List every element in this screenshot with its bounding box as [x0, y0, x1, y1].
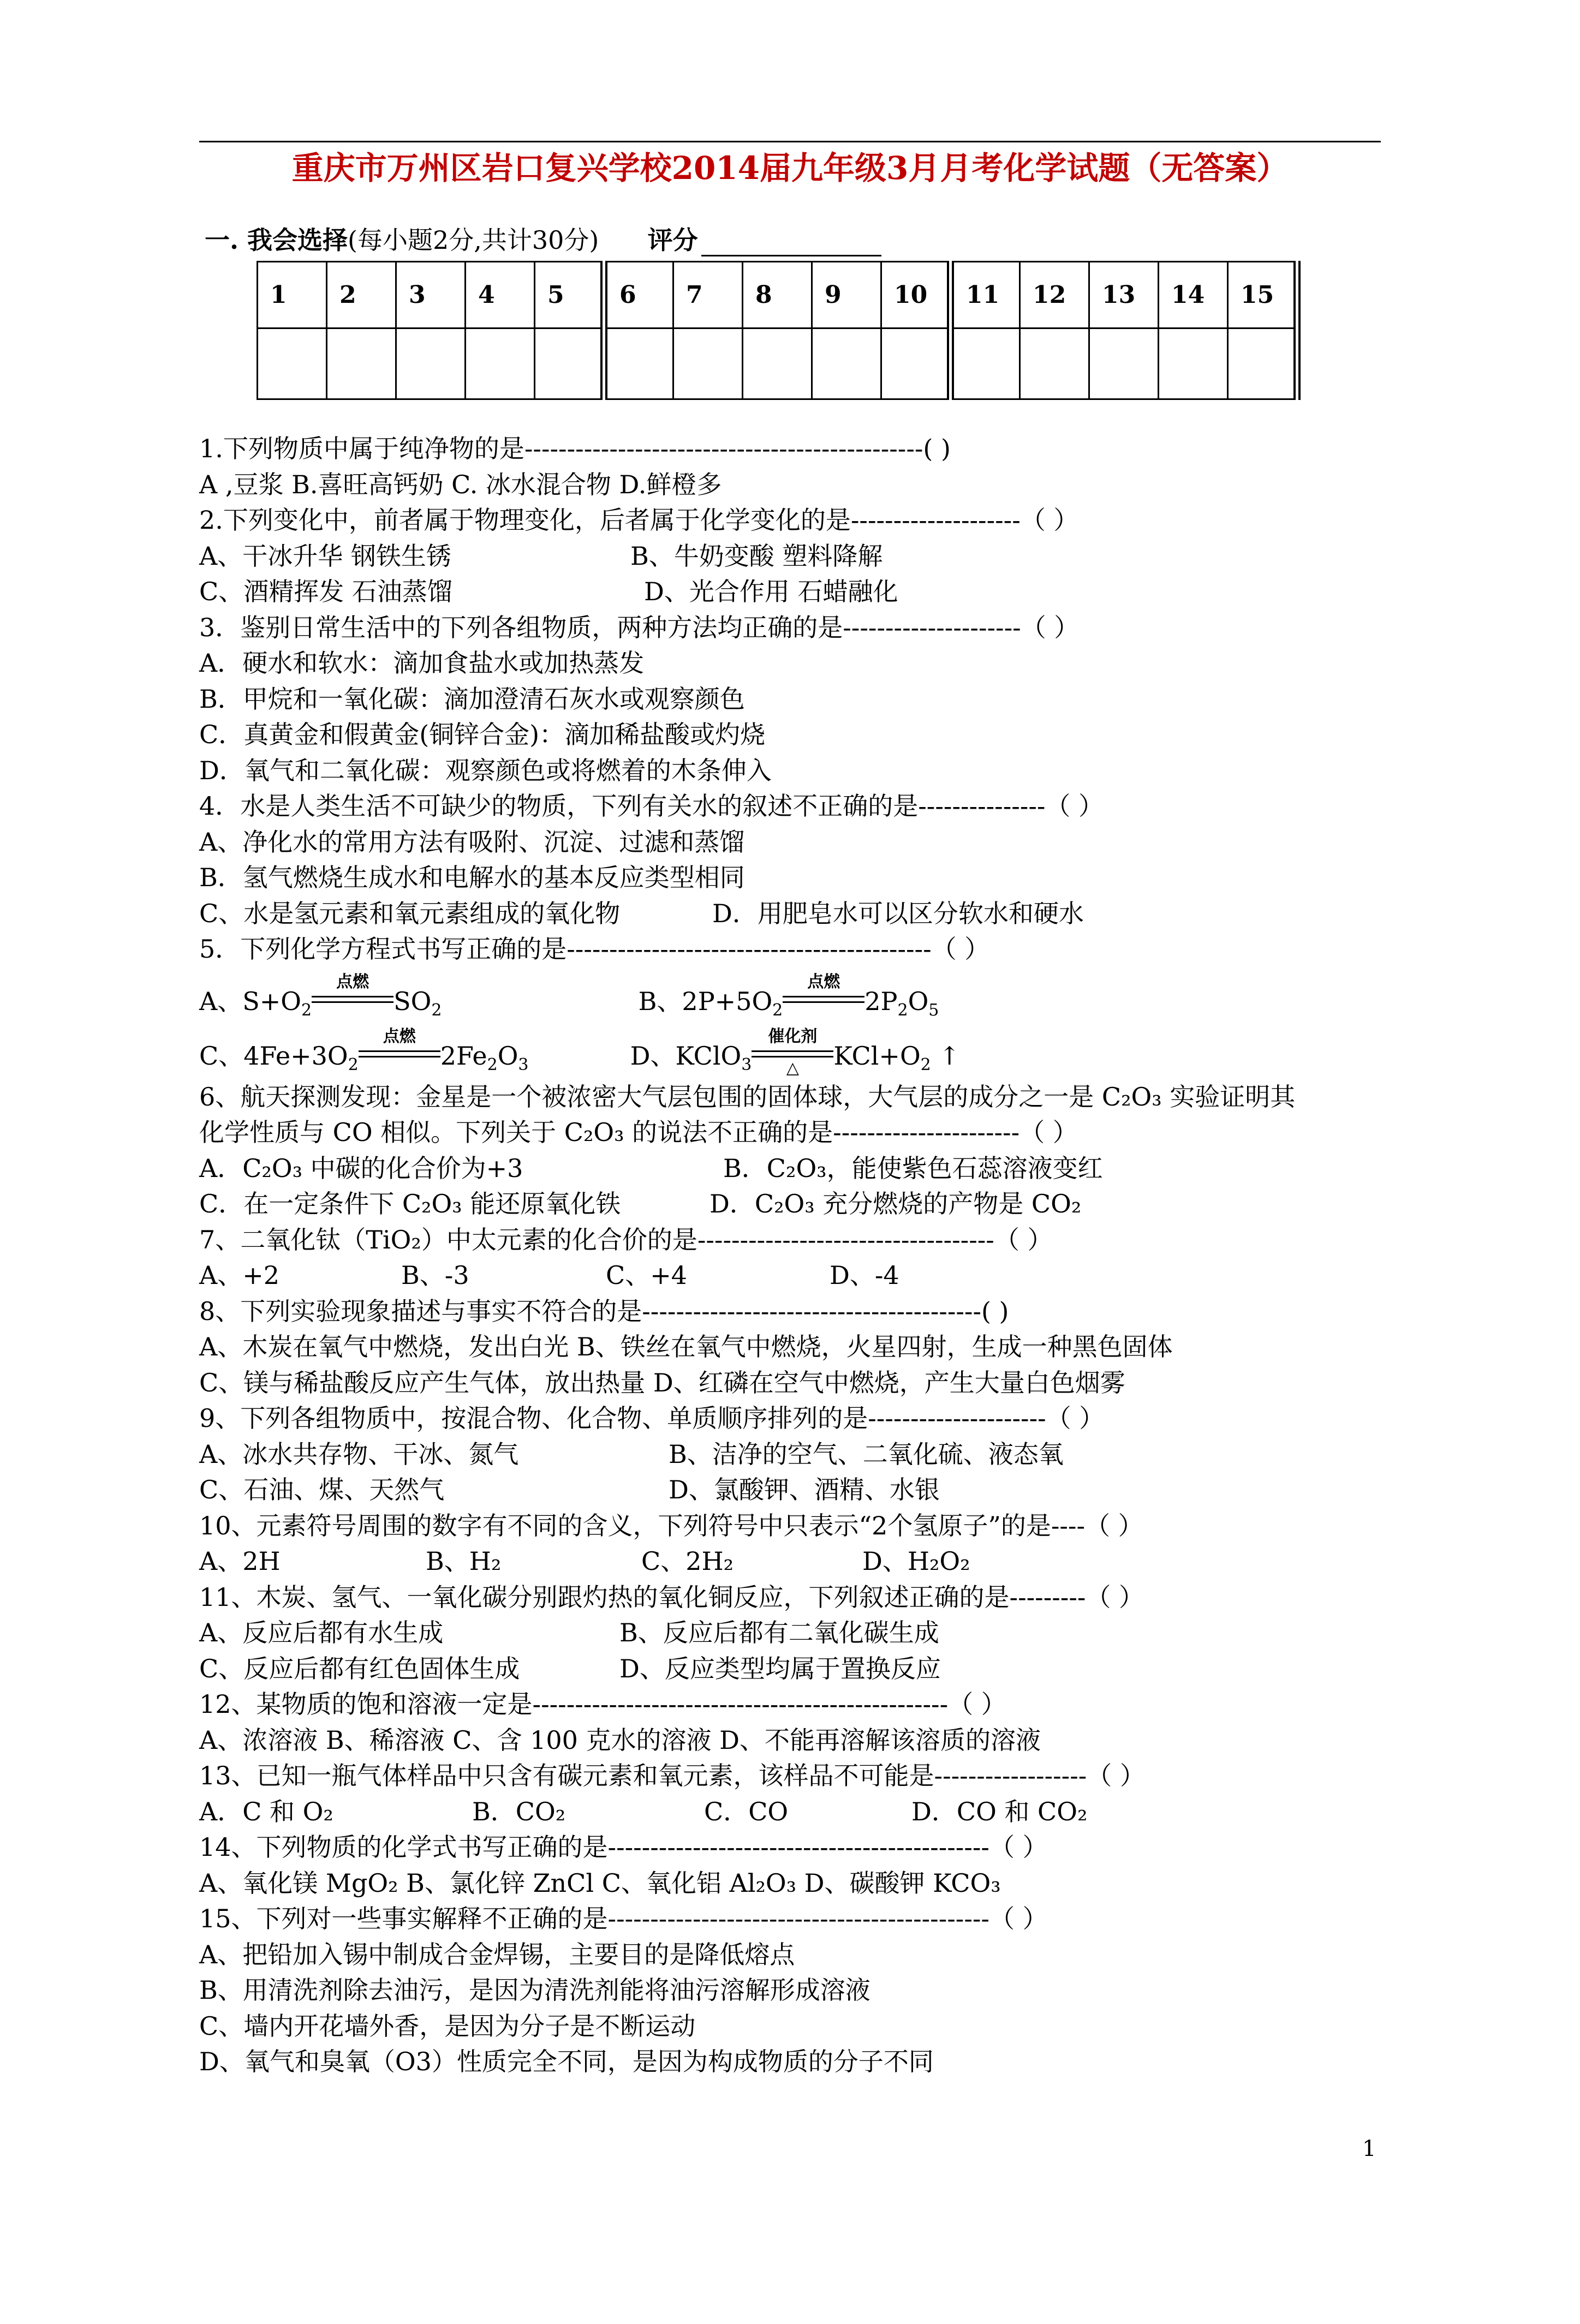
answer-number: 5	[535, 262, 604, 328]
q9-option-a: A、冰水共存物、干冰、氮气	[199, 1439, 519, 1469]
q10-option-d: D、H₂O₂	[862, 1546, 970, 1576]
q1-stem: 1.下列物质中属于纯净物的是-----------------------------------------------( )	[199, 434, 951, 463]
q6-option-b: B．C₂O₃，能使紫色石蕊溶液变红	[723, 1153, 1103, 1183]
answer-number: 15	[1228, 262, 1297, 328]
q3-option-b: B．甲烷和一氧化碳：滴加澄清石灰水或观察颜色	[199, 684, 745, 714]
answer-number: 6	[604, 262, 673, 328]
answer-cell[interactable]	[535, 328, 604, 399]
q9-options-cd	[199, 1472, 1389, 1508]
header-rule	[199, 141, 1381, 142]
q4-option-c: C、水是氢元素和氧元素组成的氧化物	[199, 898, 621, 928]
q3-option-a: A．硬水和软水：滴加食盐水或加热蒸发	[199, 648, 645, 678]
q9-options-ab	[199, 1437, 1389, 1473]
answer-cell[interactable]	[1159, 328, 1228, 399]
q11-option-c: C、反应后都有红色固体生成	[199, 1653, 520, 1683]
q8-options-cd: C、镁与稀盐酸反应产生气体，放出热量 D、红磷在空气中燃烧，产生大量白色烟雾	[199, 1367, 1125, 1397]
q12-stem: 12、某物质的饱和溶液一定是-------------------------------------------------（ ）	[199, 1689, 1006, 1719]
q6-stem-line1: 6、航天探测发现：金星是一个被浓密大气层包围的固体球，大气层的成分之一是 C₂O₃ 实验证明其	[199, 1082, 1296, 1112]
q15-option-b: B、用清洗剂除去油污，是因为清洗剂能将油污溶解形成溶液	[199, 1975, 871, 2005]
answer-cell[interactable]	[1020, 328, 1089, 399]
q9-option-d: D、氯酸钾、酒精、水银	[669, 1475, 940, 1504]
q10-stem: 10、元素符号周围的数字有不同的含义，下列符号中只表示“2个氢原子”的是----（ ）	[199, 1510, 1143, 1540]
answer-number: 4	[466, 262, 535, 328]
q11-options-cd	[199, 1651, 1389, 1687]
q2-option-d: D、光合作用 石蜡融化	[644, 577, 898, 606]
q3-stem: 3．鉴别日常生活中的下列各组物质，两种方法均正确的是---------------------（ ）	[199, 612, 1080, 642]
answer-number: 9	[812, 262, 881, 328]
answer-number: 7	[673, 262, 743, 328]
q7-stem: 7、二氧化钛（TiO₂）中太元素的化合价的是-----------------------------------（ ）	[199, 1224, 1053, 1254]
answer-number: 1	[258, 262, 327, 328]
answer-cell[interactable]	[1089, 328, 1159, 399]
q8-stem: 8、下列实验现象描述与事实不符合的是----------------------------------------( )	[199, 1296, 1009, 1326]
q2-options-ab	[199, 539, 1389, 575]
answer-cell[interactable]	[673, 328, 743, 399]
q10-options	[199, 1544, 1389, 1580]
answer-number: 14	[1159, 262, 1228, 328]
q5-options-ab	[199, 967, 1389, 1025]
q11-option-b: B、反应后都有二氧化碳生成	[619, 1618, 939, 1647]
answer-cell[interactable]	[812, 328, 881, 399]
q11-option-a: A、反应后都有水生成	[199, 1618, 444, 1647]
answer-number: 11	[951, 262, 1020, 328]
q9-option-c: C、石油、煤、天然气	[199, 1475, 445, 1504]
q6-options-cd	[199, 1186, 1389, 1222]
q3-option-d: D．氧气和二氧化碳：观察颜色或将燃着的木条伸入	[199, 755, 772, 785]
q6-stem-line2: 化学性质与 CO 相似。下列关于 C₂O₃ 的说法不正确的是----------------------（ ）	[199, 1118, 1078, 1147]
answer-cell[interactable]	[396, 328, 466, 399]
burn-condition-arrow: 点燃	[312, 993, 393, 1014]
score-field[interactable]	[701, 231, 881, 256]
q3-option-c: C．真黄金和假黄金(铜锌合金)：滴加稀盐酸或灼烧	[199, 720, 766, 749]
section-header	[205, 224, 881, 256]
q13-option-b: B．CO₂	[472, 1796, 566, 1826]
q5-option-a: A、$S+O_2$ 点燃 $SO_2$	[199, 972, 442, 1020]
q7-option-a: A、+2	[199, 1260, 280, 1290]
q13-stem: 13、已知一瓶气体样品中只含有碳元素和氧元素，该样品不可能是------------------（ ）	[199, 1761, 1145, 1790]
burn-condition-arrow: 点燃	[783, 993, 864, 1014]
q6-option-d: D．C₂O₃ 充分燃烧的产物是 CO₂	[709, 1189, 1082, 1218]
q8-options-ab: A、木炭在氧气中燃烧，发出白光 B、铁丝在氧气中燃烧，火星四射，生成一种黑色固体	[199, 1332, 1173, 1361]
q6-option-c: C．在一定条件下 C₂O₃ 能还原氧化铁	[199, 1189, 621, 1218]
answer-number: 2	[327, 262, 396, 328]
answer-table	[257, 261, 1301, 400]
answer-cell[interactable]	[1228, 328, 1297, 399]
answer-cell[interactable]	[604, 328, 673, 399]
answer-number: 12	[1020, 262, 1089, 328]
q4-option-b: B．氢气燃烧生成水和电解水的基本反应类型相同	[199, 863, 745, 892]
q5-stem: 5．下列化学方程式书写正确的是-------------------------------------------（ ）	[199, 934, 990, 964]
answer-cell[interactable]	[881, 328, 951, 399]
q13-option-a: A．C 和 O₂	[199, 1796, 333, 1826]
q2-option-c: C、酒精挥发 石油蒸馏	[199, 577, 452, 606]
q7-option-b: B、-3	[401, 1260, 469, 1290]
q11-stem: 11、木炭、氢气、一氧化碳分别跟灼热的氧化铜反应，下列叙述正确的是---------（ ）	[199, 1582, 1144, 1612]
questions-body	[199, 431, 1389, 2080]
q10-option-b: B、H₂	[426, 1546, 502, 1576]
q11-option-d: D、反应类型均属于置换反应	[619, 1653, 941, 1683]
answer-cell[interactable]	[258, 328, 327, 399]
q11-options-ab	[199, 1615, 1389, 1651]
q13-option-c: C．CO	[704, 1796, 789, 1826]
q4-option-a: A、净化水的常用方法有吸附、沉淀、过滤和蒸馏	[199, 827, 745, 857]
burn-condition-arrow: 点燃	[359, 1047, 440, 1069]
q5-option-c: C、$4Fe+3O_2$ 点燃 $2Fe_2O_3$	[199, 1026, 529, 1074]
section-note: (每小题2分,共计30分)	[348, 225, 599, 255]
q2-options-cd	[199, 574, 1389, 610]
q4-options-cd	[199, 896, 1389, 932]
answer-cell[interactable]	[951, 328, 1020, 399]
answer-table-number-row	[258, 262, 1297, 328]
q1-options: A ,豆浆 B.喜旺高钙奶 C. 冰水混合物 D.鲜橙多	[199, 469, 722, 499]
answer-number: 10	[881, 262, 951, 328]
answer-number: 3	[396, 262, 466, 328]
answer-table-answer-row	[258, 328, 1297, 399]
q14-options: A、氧化镁 MgO₂ B、氯化锌 ZnCl C、氧化铝 Al₂O₃ D、碳酸钾 KCO₃	[199, 1868, 1001, 1898]
page-title: 重庆市万州区岩口复兴学校2014届九年级3月月考化学试题（无答案）	[291, 150, 1289, 187]
q15-option-d: D、氧气和臭氧（O3）性质完全不同，是因为构成物质的分子不同	[199, 2047, 934, 2076]
q13-options	[199, 1794, 1389, 1830]
q7-option-d: D、-4	[830, 1260, 899, 1290]
score-label: 评分	[647, 225, 698, 255]
section-label: 一. 我会选择	[205, 225, 348, 255]
catalyst-condition-arrow: 催化剂 △	[752, 1047, 833, 1069]
q5-option-d: D、KClO$_3$ 催化剂 △ $KCl+O_2$ ↑	[630, 1026, 960, 1078]
q6-options-ab	[199, 1151, 1389, 1187]
q7-option-c: C、+4	[606, 1260, 688, 1290]
q5-option-b: B、$2P+5O_2$ 点燃 $2P_2O_5$	[638, 972, 939, 1020]
q6-option-a: A．C₂O₃ 中碳的化合价为+3	[199, 1153, 523, 1183]
answer-number: 8	[743, 262, 812, 328]
q10-option-c: C、2H₂	[641, 1546, 734, 1576]
q5-options-cd	[199, 1025, 1389, 1079]
q15-stem: 15、下列对一些事实解释不正确的是---------------------------------------------（ ）	[199, 1904, 1048, 1933]
q7-options	[199, 1258, 1389, 1294]
q2-option-a: A、干冰升华 钢铁生锈	[199, 541, 451, 571]
page-number: 1	[1362, 2136, 1376, 2161]
q4-option-d: D．用肥皂水可以区分软水和硬水	[712, 898, 1084, 928]
q2-stem: 2.下列变化中，前者属于物理变化，后者属于化学变化的是--------------------（ ）	[199, 505, 1079, 535]
q9-option-b: B、洁净的空气、二氧化硫、液态氧	[669, 1439, 1064, 1469]
q4-stem: 4．水是人类生活不可缺少的物质，下列有关水的叙述不正确的是---------------（ ）	[199, 791, 1104, 821]
q15-option-c: C、墙内开花墙外香，是因为分子是不断运动	[199, 2011, 696, 2041]
q9-stem: 9、下列各组物质中，按混合物、化合物、单质顺序排列的是---------------------（ ）	[199, 1403, 1105, 1433]
q13-option-d: D．CO 和 CO₂	[911, 1796, 1088, 1826]
q15-option-a: A、把铅加入锡中制成合金焊锡，主要目的是降低熔点	[199, 1939, 795, 1969]
q2-option-b: B、牛奶变酸 塑料降解	[630, 541, 883, 571]
q10-option-a: A、2H	[199, 1546, 281, 1576]
answer-cell[interactable]	[327, 328, 396, 399]
answer-cell[interactable]	[466, 328, 535, 399]
q12-options: A、浓溶液 B、稀溶液 C、含 100 克水的溶液 D、不能再溶解该溶质的溶液	[199, 1725, 1041, 1755]
q14-stem: 14、下列物质的化学式书写正确的是---------------------------------------------（ ）	[199, 1832, 1048, 1862]
answer-cell[interactable]	[743, 328, 812, 399]
answer-number: 13	[1089, 262, 1159, 328]
